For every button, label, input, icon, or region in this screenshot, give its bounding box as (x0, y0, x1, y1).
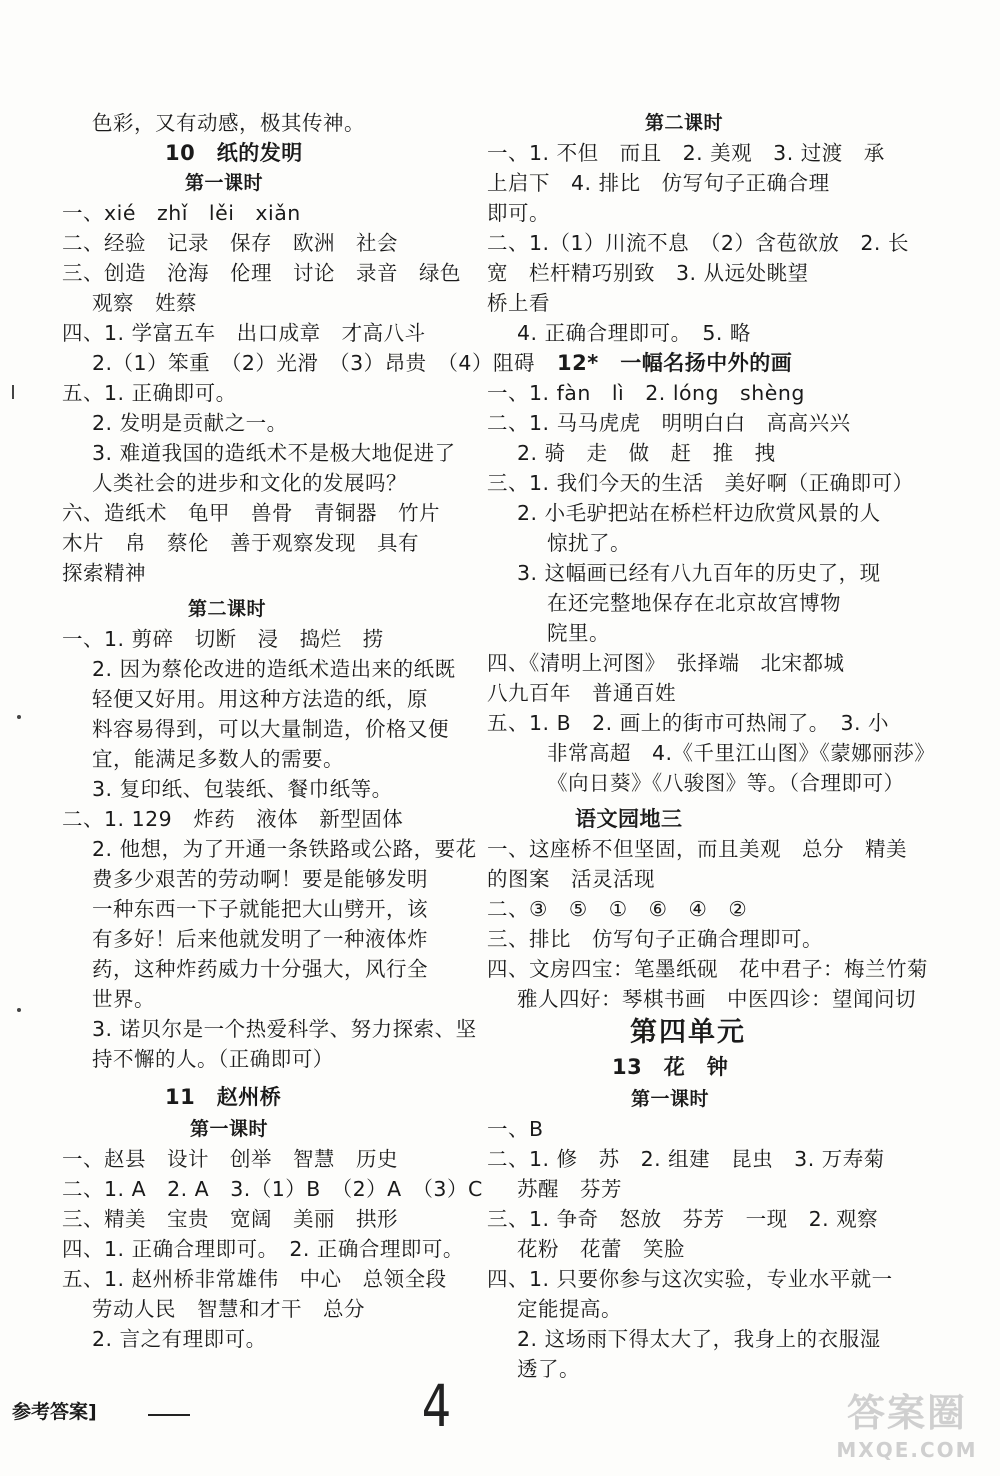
right-line: 4. 正确合理即可。 5. 略 (517, 321, 751, 345)
right-line: 即可。 (487, 201, 550, 225)
left-line: 四、1. 学富五车 出口成章 才高八斗 (62, 321, 426, 345)
right-line: 花粉 花蕾 笑脸 (517, 1237, 685, 1261)
right-line: 惊扰了。 (547, 531, 631, 555)
footer-rule (148, 1414, 190, 1416)
right-line: 院里。 (547, 621, 610, 645)
left-line: 二、1. A 2. A 3.（1）B （2）A （3）C (62, 1177, 483, 1201)
right-line: 苏醒 芬芳 (517, 1177, 622, 1201)
right-line: 一、B (487, 1117, 544, 1141)
left-line: 一、xié zhǐ lěi xiǎn (62, 201, 301, 225)
left-line: 宜，能满足多数人的需要。 (92, 747, 344, 771)
left-line: 六、造纸术 龟甲 兽骨 青铜器 竹片 (62, 501, 440, 525)
left-line: 二、1. 129 炸药 液体 新型固体 (62, 807, 404, 831)
left-line: 2. 因为蔡伦改进的造纸术造出来的纸既 (92, 657, 456, 681)
left-line: 一种东西一下子就能把大山劈开，该 (92, 897, 428, 921)
right-line: 《向日葵》《八骏图》等。（合理即可） (547, 771, 905, 795)
right-line: 的图案 活灵活现 (487, 867, 655, 891)
right-line: 八九百年 普通百姓 (487, 681, 676, 705)
right-line: 定能提高。 (517, 1297, 622, 1321)
right-line: 二、1. 马马虎虎 明明白白 高高兴兴 (487, 411, 851, 435)
right-line: 12* 一幅名扬中外的画 (557, 351, 793, 375)
left-line: 10 纸的发明 (165, 141, 303, 165)
right-line: 第二课时 (645, 112, 724, 134)
left-line: 四、1. 正确合理即可。 2. 正确合理即可。 (62, 1237, 464, 1261)
watermark-logo: 答案圈 (846, 1391, 967, 1435)
right-line: 二、③ ⑤ ① ⑥ ④ ② (487, 897, 748, 921)
left-line: 人类社会的进步和文化的发展吗？ (92, 471, 407, 495)
left-line: 持不懈的人。（正确即可） (92, 1047, 334, 1071)
left-line: 探索精神 (62, 561, 146, 585)
left-line: 料容易得到，可以大量制造，价格又便 (92, 717, 449, 741)
left-line: 3. 诺贝尔是一个热爱科学、努力探索、坚 (92, 1017, 477, 1041)
left-line: 木片 帛 蔡伦 善于观察发现 具有 (62, 531, 419, 555)
right-line: 四、《清明上河图》 张择端 北宋都城 (487, 651, 845, 675)
right-line: 桥上看 (487, 291, 550, 315)
right-line: 语文园地三 (575, 807, 683, 831)
left-line: 药，这种炸药威力十分强大，风行全 (92, 957, 428, 981)
left-line: 11 赵州桥 (165, 1085, 282, 1109)
right-line: 上启下 4. 排比 仿写句子正确合理 (487, 171, 830, 195)
right-line: 五、1. B 2. 画上的街市可热闹了。 3. 小 (487, 711, 890, 735)
scan-mark (17, 715, 21, 719)
right-line: 二、1. 修 苏 2. 组建 昆虫 3. 万寿菊 (487, 1147, 885, 1171)
left-line: 费多少艰苦的劳动啊！要是能够发明 (92, 867, 428, 891)
scan-mark (12, 385, 14, 399)
right-line: 三、1. 我们今天的生活 美好啊（正确即可） (487, 471, 914, 495)
left-line: 有多好！后来他就发明了一种液体炸 (92, 927, 428, 951)
right-line: 2. 这场雨下得太大了，我身上的衣服湿 (517, 1327, 881, 1351)
right-line: 3. 这幅画已经有八九百年的历史了，现 (517, 561, 881, 585)
right-line: 一、这座桥不但坚固，而且美观 总分 精美 (487, 837, 907, 861)
right-line: 四、1. 只要你参与这次实验，专业水平就一 (487, 1267, 893, 1291)
right-line: 透了。 (517, 1357, 580, 1381)
right-line: 二、1.（1）川流不息 （2）含苞欲放 2. 长 (487, 231, 909, 255)
right-line: 一、1. fàn lì 2. lóng shèng (487, 381, 805, 405)
left-line: 2. 言之有理即可。 (92, 1327, 267, 1351)
left-line: 一、1. 剪碎 切断 浸 捣烂 捞 (62, 627, 384, 651)
watermark-url: MXQE.COM (836, 1438, 978, 1462)
page-number: 4 (421, 1372, 452, 1440)
left-line: 五、1. 赵州桥非常雄伟 中心 总领全段 (62, 1267, 447, 1291)
left-line: 观察 姓蔡 (92, 291, 197, 315)
watermark (822, 1388, 992, 1470)
right-line: 四、文房四宝：笔墨纸砚 花中君子：梅兰竹菊 (487, 957, 928, 981)
left-line: 五、1. 正确即可。 (62, 381, 237, 405)
right-line: 三、1. 争奇 怒放 芬芳 一现 2. 观察 (487, 1207, 879, 1231)
scan-mark (17, 1008, 21, 1012)
left-line: 2. 发明是贡献之一。 (92, 411, 288, 435)
left-line: 第二课时 (188, 598, 267, 620)
right-line: 在还完整地保存在北京故宫博物 (547, 591, 841, 615)
left-line: 3. 难道我国的造纸术不是极大地促进了 (92, 441, 456, 465)
right-line: 非常高超 4.《千里江山图》《蒙娜丽莎》 (547, 741, 936, 765)
left-line: 三、创造 沧海 伦理 讨论 录音 绿色 (62, 261, 461, 285)
right-line: 13 花 钟 (612, 1055, 729, 1079)
right-line: 2. 骑 走 做 赶 推 拽 (517, 441, 776, 465)
footer-label: 参考答案] (12, 1401, 97, 1423)
left-line: 轻便又好用。用这种方法造的纸，原 (92, 687, 428, 711)
right-line: 第一课时 (631, 1088, 710, 1110)
right-line: 宽 栏杆精巧别致 3. 从远处眺望 (487, 261, 809, 285)
left-line: 2.（1）笨重 （2）光滑 （3）昂贵 （4）阻碍 (92, 351, 535, 375)
left-line: 色彩，又有动感，极其传神。 (92, 111, 365, 135)
left-line: 世界。 (92, 987, 155, 1011)
left-line: 第一课时 (185, 172, 264, 194)
right-line: 雅人四好：琴棋书画 中医四诊：望闻问切 (517, 987, 916, 1011)
right-line: 第四单元 (630, 1017, 746, 1048)
left-line: 一、赵县 设计 创举 智慧 历史 (62, 1147, 398, 1171)
right-line: 2. 小毛驴把站在桥栏杆边欣赏风景的人 (517, 501, 881, 525)
left-line: 劳动人民 智慧和才干 总分 (92, 1297, 365, 1321)
left-line: 第一课时 (190, 1118, 269, 1140)
right-line: 一、1. 不但 而且 2. 美观 3. 过渡 承 (487, 141, 885, 165)
left-line: 2. 他想，为了开通一条铁路或公路，要花 (92, 837, 477, 861)
left-line: 3. 复印纸、包装纸、餐巾纸等。 (92, 777, 393, 801)
left-line: 三、精美 宝贵 宽阔 美丽 拱形 (62, 1207, 398, 1231)
left-line: 二、经验 记录 保存 欧洲 社会 (62, 231, 398, 255)
right-line: 三、排比 仿写句子正确合理即可。 (487, 927, 823, 951)
